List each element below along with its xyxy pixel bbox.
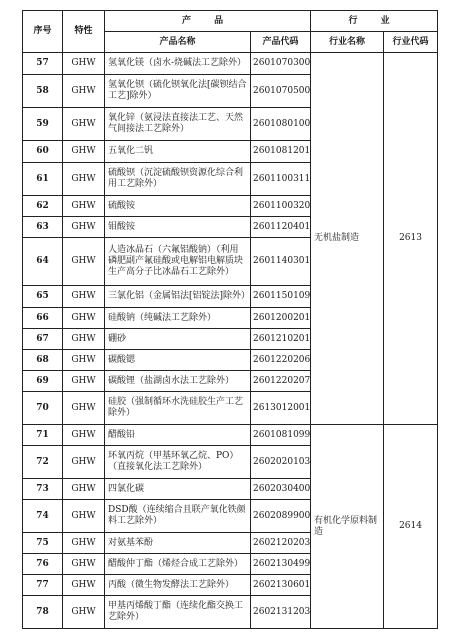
row-attr: GHW — [63, 238, 105, 286]
row-product-name: 醋酸铅 — [105, 425, 251, 446]
row-no: 66 — [23, 308, 63, 329]
row-product-code: 2613012001 — [251, 392, 311, 425]
row-attr: GHW — [63, 479, 105, 500]
row-no: 60 — [23, 141, 63, 163]
header-industry: 行 业 — [311, 11, 438, 32]
row-product-name: 硫酸钡（沉淀硫酸钡资源化综合利用工艺除外） — [105, 163, 251, 196]
row-product-code: 2602130601 — [251, 575, 311, 596]
row-no: 68 — [23, 350, 63, 371]
row-attr: GHW — [63, 371, 105, 392]
row-attr: GHW — [63, 108, 105, 141]
row-product-code: 2602131203 — [251, 596, 311, 629]
row-attr: GHW — [63, 533, 105, 554]
row-product-name: 醋酸仲丁酯（烯烃合成工艺除外） — [105, 554, 251, 575]
row-product-name: 四氯化碳 — [105, 479, 251, 500]
row-no: 67 — [23, 329, 63, 350]
row-product-code: 2602020103 — [251, 446, 311, 479]
row-no: 64 — [23, 238, 63, 286]
row-product-code: 2601200201 — [251, 308, 311, 329]
row-attr: GHW — [63, 575, 105, 596]
row-product-name: 硫酸铵 — [105, 196, 251, 217]
row-product-name: DSD酸（连续缩合且联产氧化铁颜料工艺除外） — [105, 500, 251, 533]
row-no: 69 — [23, 371, 63, 392]
row-product-name: 氢氧化钡（硫化钡氧化法[碳钡结合工艺]除外） — [105, 75, 251, 108]
row-no: 77 — [23, 575, 63, 596]
row-attr: GHW — [63, 196, 105, 217]
row-product-name: 人造冰晶石（六氟铝酸钠）（利用磷肥副产氟硅酸或电解铝电解质块生产高分子比冰晶石工艺除外） — [105, 238, 251, 286]
header-product-name: 产品名称 — [105, 32, 251, 53]
row-product-name: 硅胶（强制循环水洗硅胶生产工艺除外） — [105, 392, 251, 425]
row-attr: GHW — [63, 554, 105, 575]
row-product-name: 碳酸锶 — [105, 350, 251, 371]
row-product-name: 碳酸锂（盐湖卤水法工艺除外） — [105, 371, 251, 392]
row-product-code: 2601081201 — [251, 141, 311, 163]
row-no: 57 — [23, 53, 63, 75]
row-attr: GHW — [63, 141, 105, 163]
row-attr: GHW — [63, 163, 105, 196]
row-product-code: 2602030400 — [251, 479, 311, 500]
row-product-code: 2602120203 — [251, 533, 311, 554]
row-product-code: 2601120401 — [251, 217, 311, 238]
row-product-code: 2602130499 — [251, 554, 311, 575]
row-attr: GHW — [63, 350, 105, 371]
row-no: 73 — [23, 479, 63, 500]
row-no: 72 — [23, 446, 63, 479]
row-no: 76 — [23, 554, 63, 575]
row-product-code: 2601081099 — [251, 425, 311, 446]
row-no: 63 — [23, 217, 63, 238]
table-row — [23, 425, 438, 446]
industry-code-2: 2614 — [384, 425, 438, 629]
product-industry-table — [22, 10, 438, 629]
row-product-code: 2601070500 — [251, 75, 311, 108]
row-product-name: 丙酸（微生物发酵法工艺除外） — [105, 575, 251, 596]
row-attr: GHW — [63, 500, 105, 533]
row-attr: GHW — [63, 329, 105, 350]
row-product-name: 环氧丙烷（甲基环氧乙烷、PO）（直接氧化法工艺除外） — [105, 446, 251, 479]
row-no: 75 — [23, 533, 63, 554]
row-product-name: 硅酸钠（纯碱法工艺除外） — [105, 308, 251, 329]
row-product-name: 硼砂 — [105, 329, 251, 350]
row-product-code: 2601140301 — [251, 238, 311, 286]
row-attr: GHW — [63, 53, 105, 75]
row-product-code: 2601220207 — [251, 371, 311, 392]
row-no: 65 — [23, 286, 63, 308]
row-attr: GHW — [63, 425, 105, 446]
table-row — [23, 53, 438, 75]
header-industry-code: 行业代码 — [384, 32, 438, 53]
row-attr: GHW — [63, 217, 105, 238]
industry-name-2: 有机化学原料制造 — [311, 425, 384, 629]
row-product-name: 甲基丙烯酸丁酯（连续化酯交换工艺除外） — [105, 596, 251, 629]
row-product-name: 五氧化二钒 — [105, 141, 251, 163]
row-product-code: 2601070300 — [251, 53, 311, 75]
row-product-code: 2601080100 — [251, 108, 311, 141]
header-attr: 特性 — [63, 11, 105, 53]
header-seq: 序号 — [23, 11, 63, 53]
row-product-name: 对氨基苯酚 — [105, 533, 251, 554]
header-product: 产 品 — [105, 11, 311, 32]
row-attr: GHW — [63, 392, 105, 425]
row-no: 59 — [23, 108, 63, 141]
row-product-code: 2602089900 — [251, 500, 311, 533]
industry-code-1: 2613 — [384, 53, 438, 425]
row-attr: GHW — [63, 596, 105, 629]
row-product-name: 氧化锌（氨浸法直接法工艺、天然气间接法工艺除外） — [105, 108, 251, 141]
row-product-code: 2601220206 — [251, 350, 311, 371]
row-product-name: 三氯化铝（金属铝法[铝锭法]除外） — [105, 286, 251, 308]
header-product-code: 产品代码 — [251, 32, 311, 53]
header-industry-name: 行业名称 — [311, 32, 384, 53]
row-no: 62 — [23, 196, 63, 217]
row-no: 78 — [23, 596, 63, 629]
row-no: 61 — [23, 163, 63, 196]
row-attr: GHW — [63, 286, 105, 308]
row-attr: GHW — [63, 75, 105, 108]
row-product-code: 2601100311 — [251, 163, 311, 196]
row-no: 58 — [23, 75, 63, 108]
industry-name-1: 无机盐制造 — [311, 53, 384, 425]
row-product-code: 2601100320 — [251, 196, 311, 217]
row-product-name: 氢氧化镁（卤水-烧碱法工艺除外） — [105, 53, 251, 75]
row-no: 70 — [23, 392, 63, 425]
row-no: 74 — [23, 500, 63, 533]
row-attr: GHW — [63, 446, 105, 479]
row-attr: GHW — [63, 308, 105, 329]
row-product-code: 2601210201 — [251, 329, 311, 350]
row-product-name: 钼酸铵 — [105, 217, 251, 238]
row-product-code: 2601150109 — [251, 286, 311, 308]
row-no: 71 — [23, 425, 63, 446]
